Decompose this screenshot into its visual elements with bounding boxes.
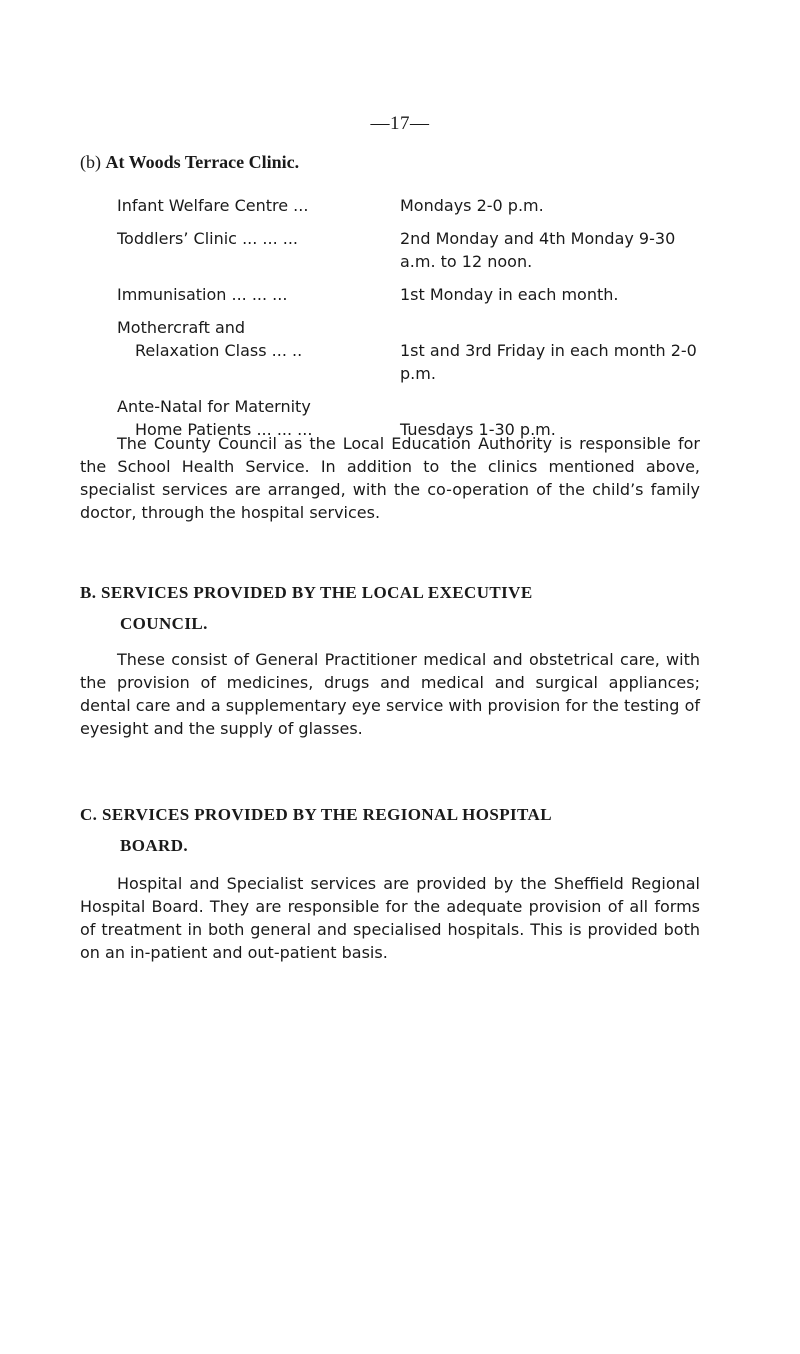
section-b-heading-line: B. SERVICES PROVIDED BY THE LOCAL EXECUTIVE bbox=[80, 583, 533, 602]
subsection-title: At Woods Terrace Clinic. bbox=[105, 152, 300, 172]
clinic-name bbox=[117, 316, 400, 385]
schedule-row bbox=[117, 227, 697, 273]
clinic-name-line: Relaxation Class ... .. bbox=[135, 341, 303, 360]
clinic-name bbox=[117, 283, 400, 306]
clinic-time: 1st and 3rd Friday in each month 2-0 p.m. bbox=[400, 341, 697, 383]
schedule-row bbox=[117, 194, 697, 217]
schedule-row bbox=[117, 316, 697, 385]
clinic-time: Mondays 2-0 p.m. bbox=[400, 196, 544, 215]
clinic-name-line: Toddlers’ Clinic ... ... ... bbox=[117, 229, 299, 248]
section-c-body: Hospital and Specialist services are provided by the Sheffield Regional Hospital Board. They are responsible for the adequate provision of all forms of treatment in both general and specialised hospitals. This is provided both on an in-patient and out-patient basis. bbox=[80, 874, 700, 962]
schedule-row bbox=[117, 283, 697, 306]
clinic-time: 1st Monday in each month. bbox=[400, 285, 619, 304]
clinic-schedule bbox=[117, 194, 697, 451]
section-c-heading bbox=[80, 799, 720, 861]
subsection-label: (b) bbox=[80, 152, 101, 172]
clinic-time: 2nd Monday and 4th Monday 9-30 a.m. to 12 noon. bbox=[400, 229, 676, 271]
section-c-heading-line: C. SERVICES PROVIDED BY THE REGIONAL HOSPITAL bbox=[80, 805, 552, 824]
clinic-name bbox=[117, 227, 400, 273]
clinic-name-line: Mothercraft and bbox=[117, 318, 246, 337]
section-b-heading bbox=[80, 577, 720, 639]
clinic-name-line: Infant Welfare Centre ... bbox=[117, 196, 309, 215]
section-b-heading-line: COUNCIL. bbox=[120, 614, 208, 633]
subsection-heading bbox=[80, 152, 299, 173]
page-number: —17— bbox=[370, 113, 430, 134]
clinic-name bbox=[117, 194, 400, 217]
clinic-name-line: Ante-Natal for Maternity bbox=[117, 397, 311, 416]
clinic-time: Tuesdays 1-30 p.m. bbox=[400, 420, 556, 439]
clinic-name-line: Home Patients ... ... ... bbox=[135, 420, 313, 439]
section-c-heading-line: BOARD. bbox=[120, 836, 189, 855]
school-health-paragraph: The County Council as the Local Education Authority is responsible for the School Health Service. In addition to the clinics mentioned above, specialist services are arranged, with the co-operation of the child’s family doctor, through the hospital services. bbox=[80, 434, 700, 522]
clinic-name-line: Immunisation ... ... ... bbox=[117, 285, 288, 304]
section-b-body: These consist of General Practitioner medical and obstetrical care, with the provision of medicines, drugs and medical and surgical appliances; dental care and a supplementary eye service with provision for the testing of eyesight and the supply of glasses. bbox=[80, 650, 700, 738]
